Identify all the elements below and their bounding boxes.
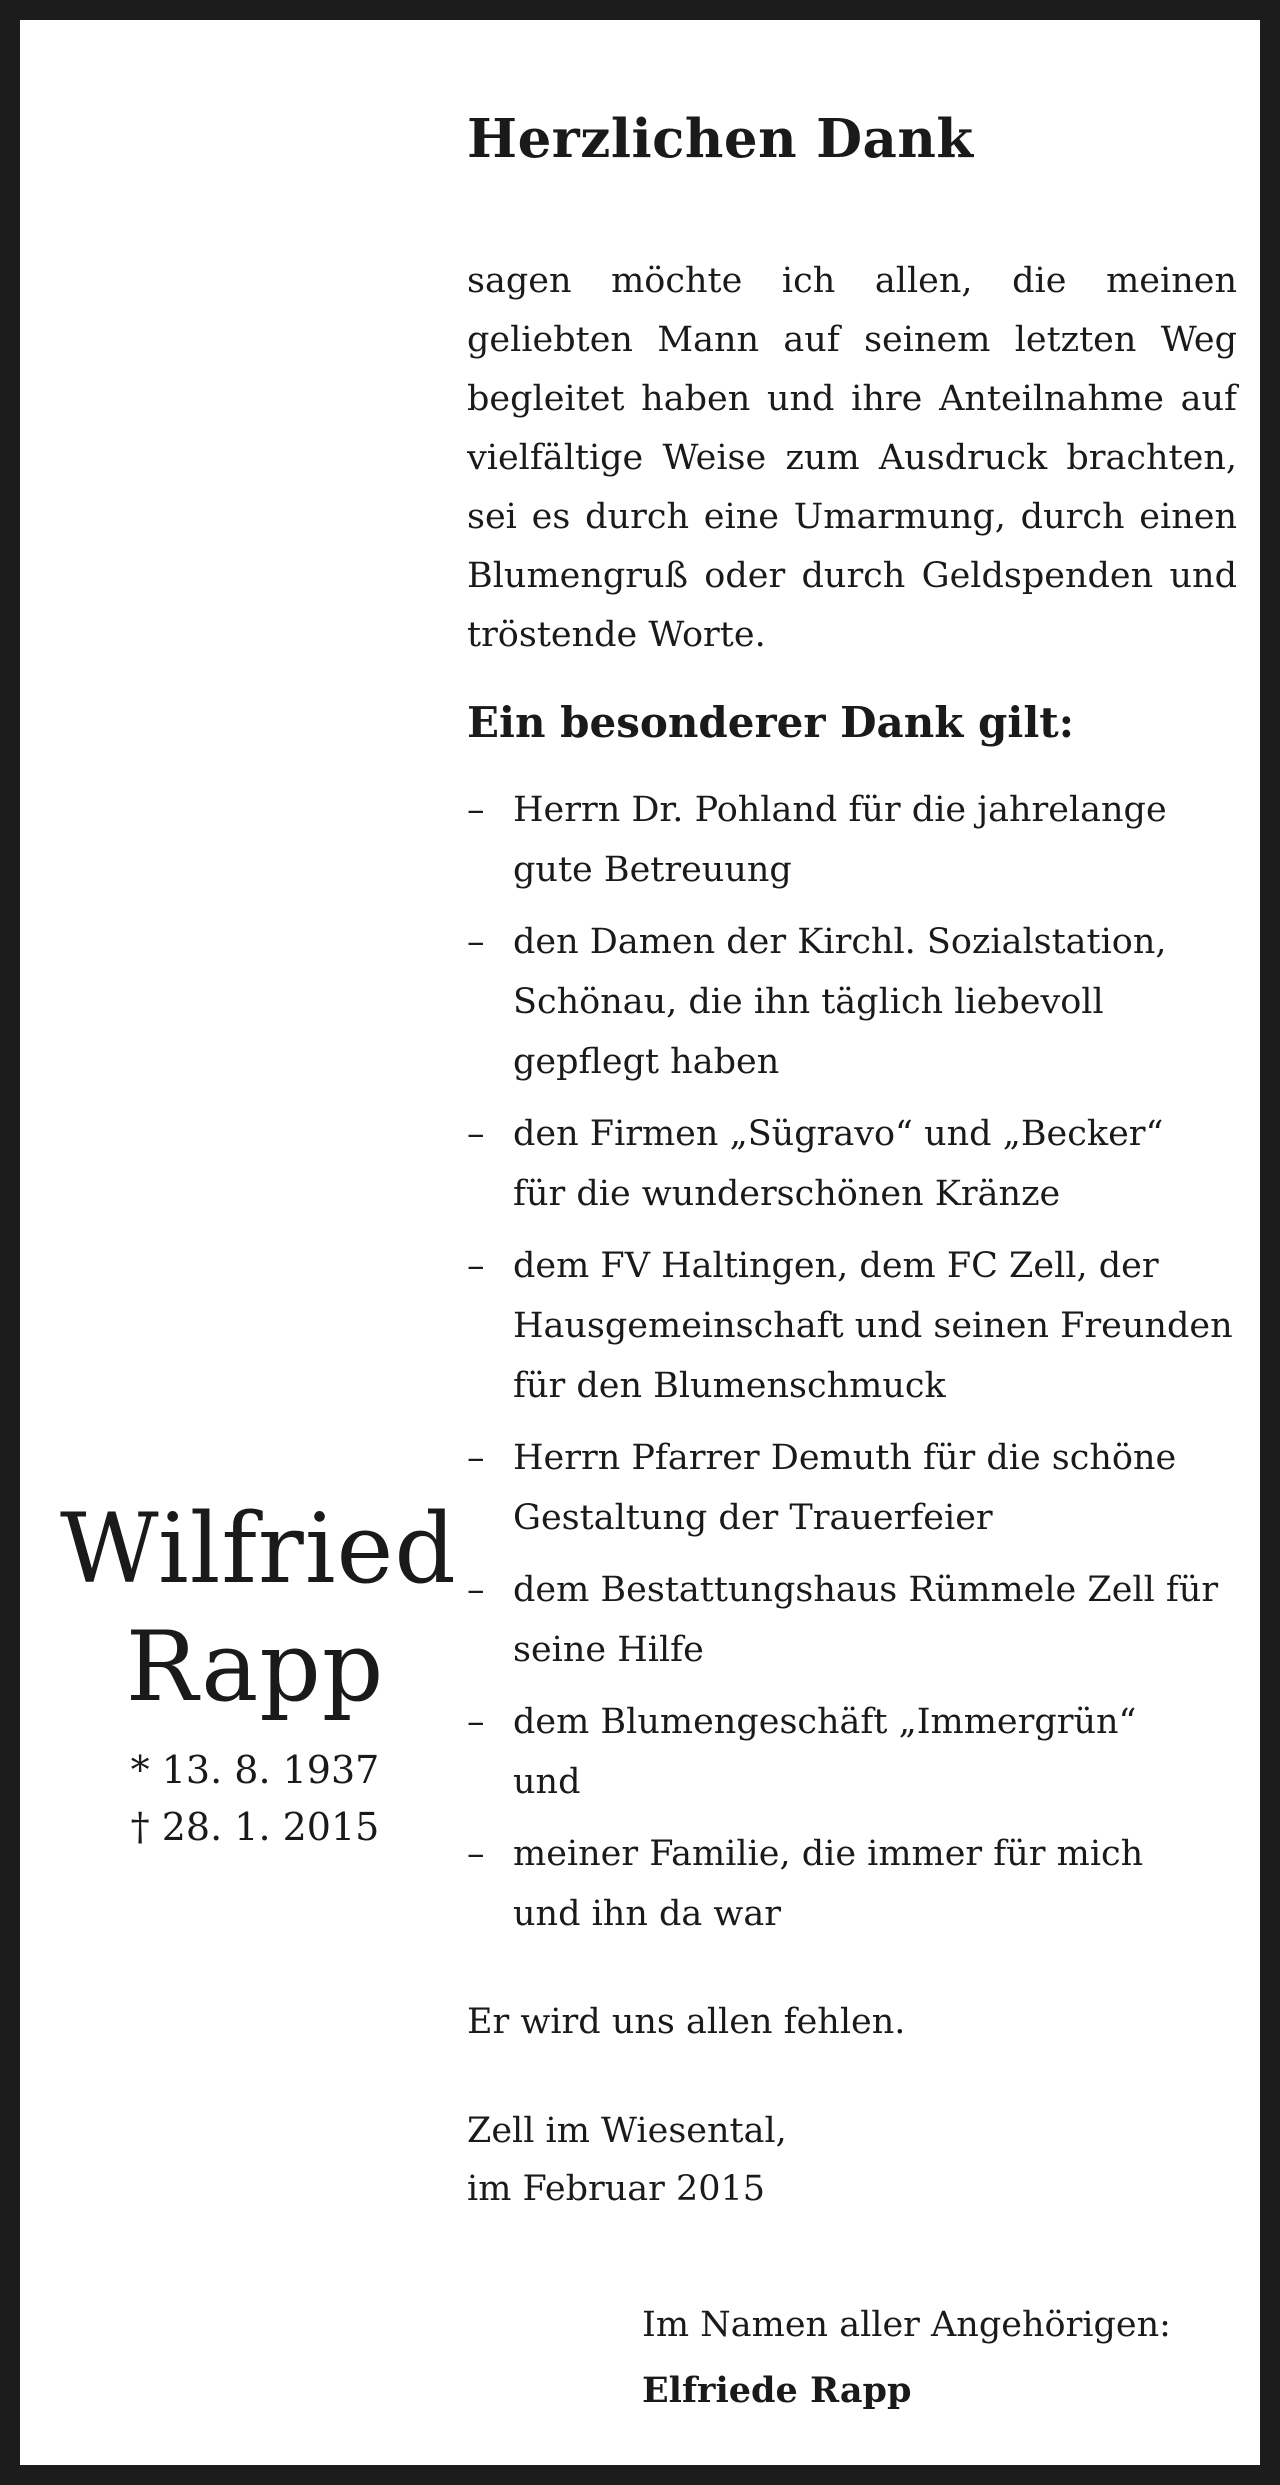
date: im Februar 2015 [467,2169,766,2209]
deceased-first-name: Wilfried [60,1493,457,1605]
list-dash: – [467,790,485,830]
list-item-text: dem Bestattungshaus Rümmele Zell für seine Hilfe [513,1570,1219,1670]
list-dash: – [467,1570,485,1610]
signature-block [642,2292,1171,2424]
list-item [467,1236,1237,1416]
list-dash: – [467,1114,485,1154]
list-dash: – [467,1246,485,1286]
list-dash: – [467,1834,485,1874]
list-item-text: dem Blumengeschäft „Immergrün“ und [513,1702,1137,1802]
list-item-text: meiner Familie, die immer für mich und ihn da war [513,1834,1144,1934]
signer-name: Elfriede Rapp [642,2370,912,2411]
special-thanks-list [467,780,1237,1956]
place: Zell im Wiesental, [467,2111,787,2151]
list-item-text: Herrn Dr. Pohland für die jahrelange gute Betreuung [513,790,1167,890]
list-item-text: den Firmen „Sügravo“ und „Becker“ für die wunderschönen Kränze [513,1114,1164,1214]
notice-heading: Herzlichen Dank [467,108,974,170]
birth-date: * 13. 8. 1937 [130,1748,380,1792]
death-date: † 28. 1. 2015 [130,1805,380,1849]
list-item-text: dem FV Haltingen, dem FC Zell, der Hausgemeinschaft und seinen Freunden für den Blumenschmuck [513,1246,1233,1406]
closing-line: Er wird uns allen fehlen. [467,2002,906,2042]
list-item [467,1560,1237,1680]
deceased-last-name: Rapp [125,1611,385,1723]
list-item [467,1428,1237,1548]
list-item [467,1824,1237,1944]
list-item [467,1104,1237,1224]
on-behalf-line: Im Namen aller Angehörigen: [642,2305,1171,2345]
list-item [467,912,1237,1092]
list-item-text: den Damen der Kirchl. Sozialstation, Schönau, die ihn täglich liebevoll gepflegt haben [513,922,1167,1082]
life-dates [60,1742,450,1856]
list-item [467,1692,1237,1812]
list-item [467,780,1237,900]
deceased-block [60,1490,457,1856]
special-thanks-heading: Ein besonderer Dank gilt: [467,698,1075,747]
list-dash: – [467,1702,485,1742]
list-dash: – [467,1438,485,1478]
list-dash: – [467,922,485,962]
list-item-text: Herrn Pfarrer Demuth für die schöne Gestaltung der Trauerfeier [513,1438,1177,1538]
place-and-date [467,2102,787,2218]
intro-paragraph: sagen möchte ich allen, die meinen geliebten Mann auf seinem letzten Weg begleitet haben und ihre Anteilnahme auf vielfältige Weise zum Ausdruck brachten, sei es durch eine Umarmung, durch einen Blumengruß oder durch Geldspenden und tröstende Worte. [467,261,1237,655]
